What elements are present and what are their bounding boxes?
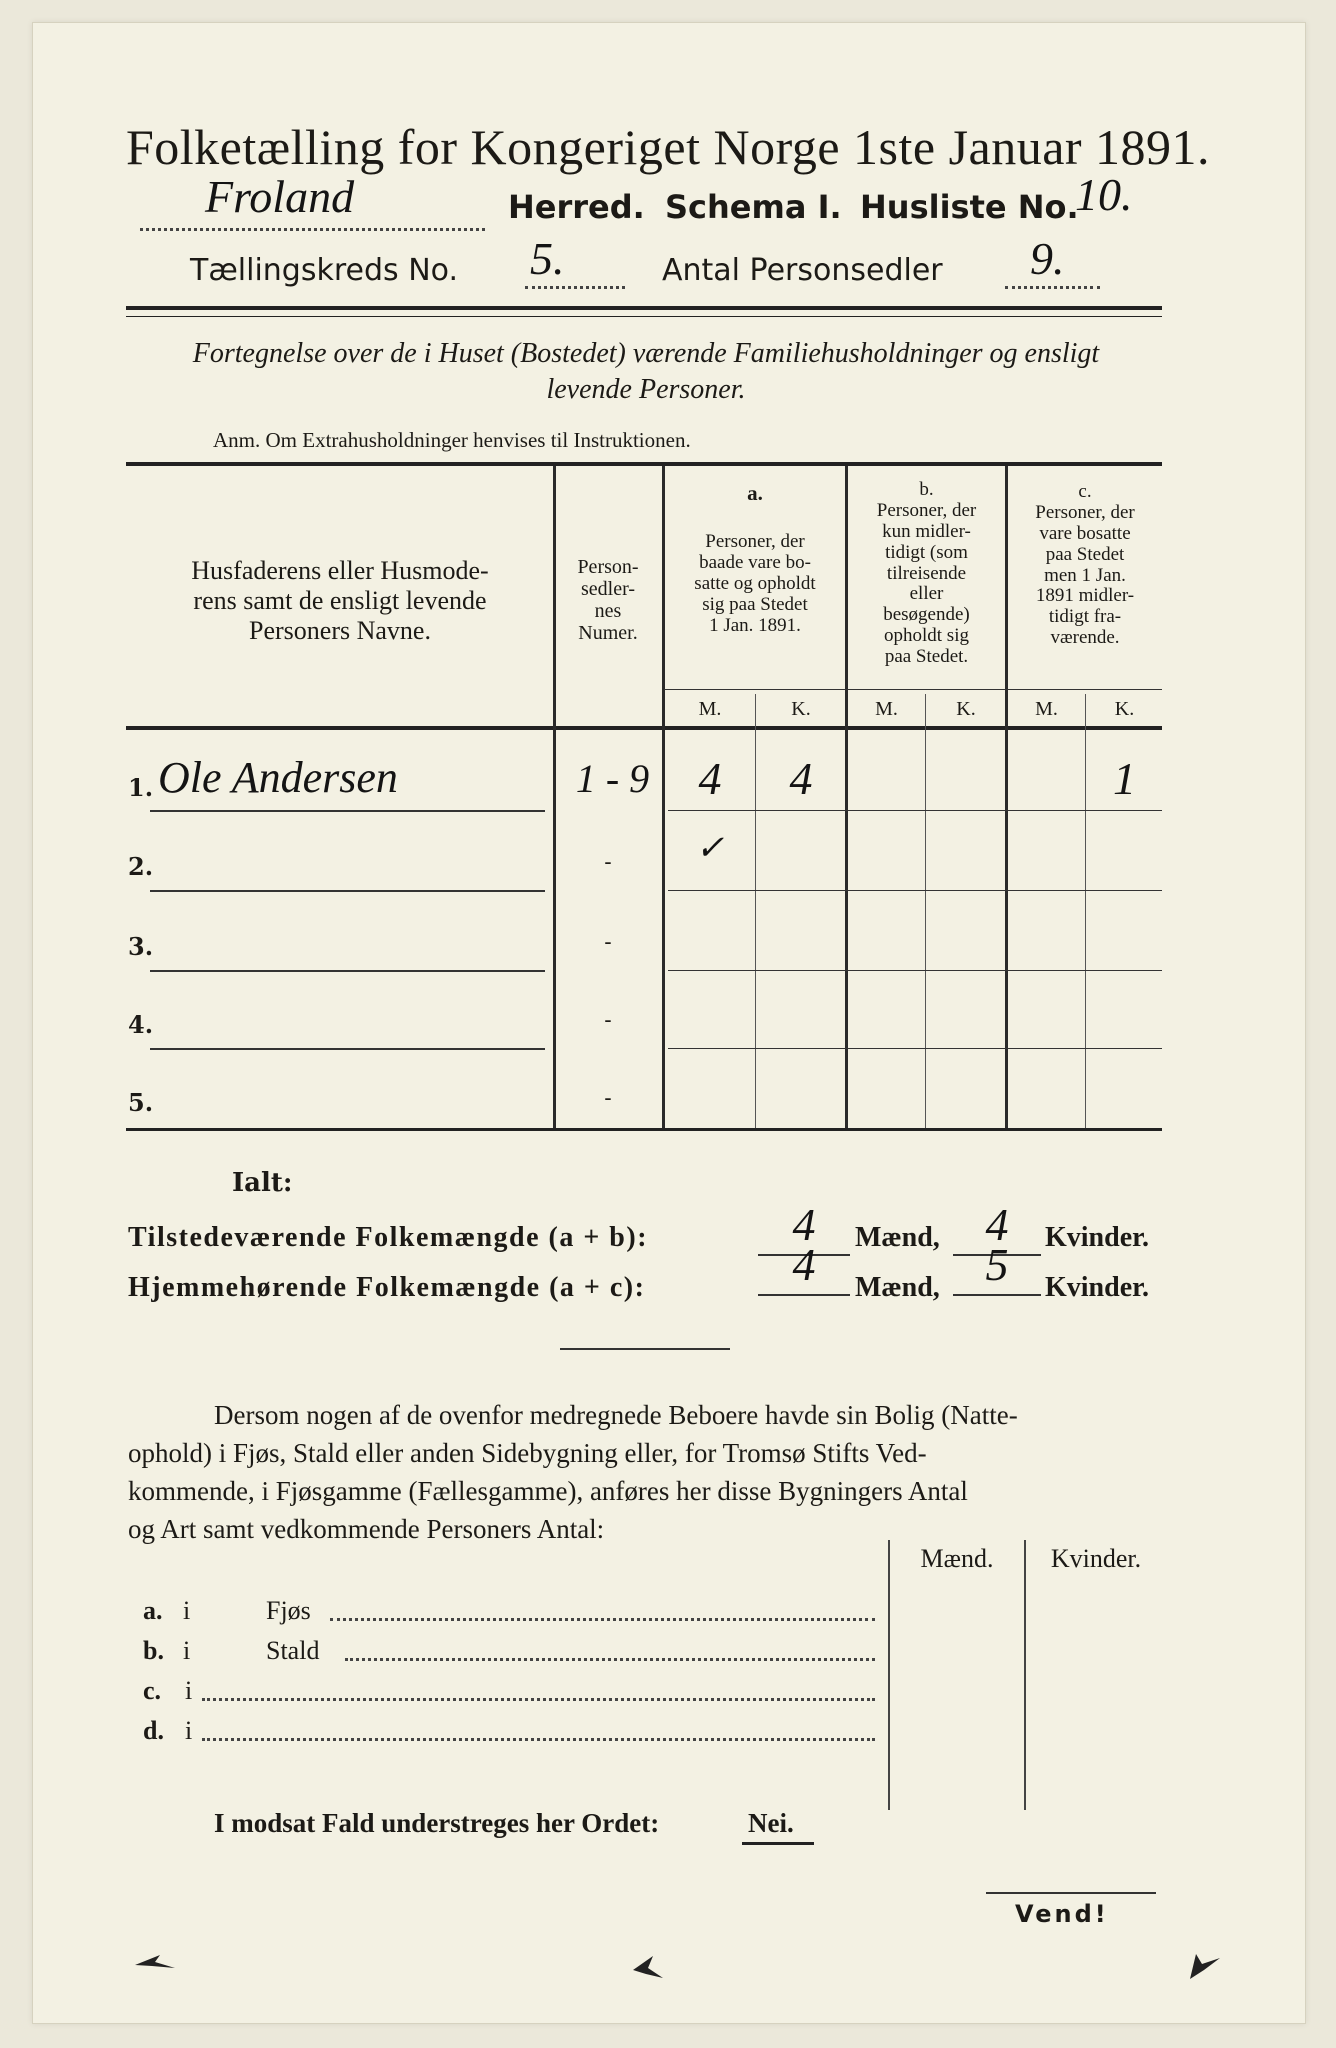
- header-a-line: sig paa Stedet: [702, 593, 808, 615]
- kreds-label: Tællingskreds No.: [190, 253, 458, 288]
- row-number: 4.: [128, 1010, 154, 1039]
- header-b-letter: b.: [919, 479, 934, 500]
- para-line: Dersom nogen af de ovenfor medregnede Beboere havde sin Bolig (Natte-: [214, 1400, 1018, 1430]
- header-a-m: M.: [698, 698, 722, 720]
- header-num-line: Numer.: [578, 622, 638, 644]
- header-a-line: 1 Jan. 1891.: [709, 614, 801, 636]
- row-personsedler: -: [604, 1008, 612, 1033]
- row-number: 2.: [128, 852, 154, 881]
- header-c-line: vare bosatte: [1039, 522, 1131, 544]
- row-rule: [668, 810, 1162, 811]
- husliste-value: 10.: [1075, 169, 1133, 220]
- item-letter: d.: [143, 1716, 164, 1745]
- header-b-line: kun midler-: [882, 520, 971, 542]
- header-c-letter: c.: [1078, 481, 1092, 502]
- header-a-letter: a.: [747, 481, 763, 505]
- kvinder-col-divider: [1024, 1540, 1026, 1810]
- row-rule: [150, 810, 545, 812]
- header-b-line: tidigt (som: [885, 541, 968, 563]
- mk-subheader-rule: [664, 689, 1162, 690]
- intro-line2: levende Personer.: [546, 374, 746, 405]
- hjemme-kvinder: 5: [985, 1239, 1009, 1290]
- separator-rule: [560, 1348, 730, 1350]
- col-divider-b-mk: [925, 694, 926, 1128]
- hjemme-maend-label: Mænd,: [855, 1272, 940, 1303]
- header-c-line: værende.: [1050, 627, 1120, 649]
- modsat-text: I modsat Fald understreges her Ordet:: [214, 1808, 660, 1838]
- herred-value: Froland: [205, 171, 355, 222]
- row-personsedler: 1 - 9: [575, 756, 650, 801]
- header-num-line: nes: [594, 600, 622, 622]
- para-line: og Art samt vedkommende Personers Antal:: [128, 1514, 605, 1544]
- header-rule-thin: [126, 316, 1162, 317]
- nei-word: Nei.: [748, 1808, 794, 1838]
- header-names: [130, 556, 550, 646]
- maend-col-header: Mænd.: [920, 1544, 994, 1573]
- row-rule: [668, 1048, 1162, 1049]
- item-i: i: [183, 1596, 191, 1625]
- hjemme-label: Hjemmehørende Folkemængde (a + c):: [128, 1272, 646, 1303]
- schema-label: Schema I.: [665, 188, 842, 226]
- tilstede-maend-label: Mænd,: [855, 1222, 940, 1253]
- row-name: Ole Andersen: [158, 753, 398, 802]
- intro-line1: Fortegnelse over de i Huset (Bostedet) værende Familiehusholdninger og ensligt: [192, 338, 1100, 369]
- header-b-line: eller: [909, 583, 944, 605]
- header-c-line: paa Stedet: [1045, 543, 1125, 565]
- header-b-line: paa Stedet.: [884, 646, 969, 668]
- hjemme-maend: 4: [792, 1239, 816, 1290]
- cell-a-k: 4: [789, 753, 813, 804]
- header-names-line: rens samt de ensligt levende: [193, 585, 487, 615]
- item-label: Fjøs: [266, 1596, 311, 1625]
- herred-label: Herred.: [508, 188, 645, 226]
- col-divider-c-mk: [1085, 694, 1086, 1128]
- header-a-line: satte og opholdt: [694, 572, 816, 594]
- tilstede-maend: 4: [792, 1199, 816, 1250]
- antal-label: Antal Personsedler: [662, 253, 943, 288]
- row-number: 1.: [128, 773, 154, 802]
- table-bottom-rule: [126, 1128, 1162, 1131]
- item-letter: c.: [143, 1676, 162, 1705]
- header-num-line: sedler-: [580, 578, 635, 600]
- header-c-line: 1891 midler-: [1035, 585, 1135, 607]
- row-number: 3.: [128, 932, 154, 961]
- header-c-m: M.: [1035, 698, 1058, 720]
- header-a-k: K.: [791, 698, 811, 720]
- item-letter: a.: [143, 1596, 163, 1625]
- item-i: i: [185, 1676, 193, 1705]
- header-c-line: men 1 Jan.: [1044, 564, 1126, 586]
- header-b-m: M.: [875, 698, 898, 720]
- nei-underline: [742, 1842, 814, 1845]
- registration-mark-right: [1182, 1944, 1226, 1984]
- header-c-k: K.: [1114, 698, 1135, 720]
- cell-a-m-check: ✓: [695, 830, 725, 867]
- row-number: 5.: [128, 1088, 154, 1117]
- para-line: ophold) i Fjøs, Stald eller anden Sidebygning eller, for Tromsø Stifts Ved-: [128, 1438, 927, 1468]
- cell-c-k: 1: [1113, 753, 1136, 804]
- antal-value: 9.: [1030, 233, 1065, 284]
- header-rule: [126, 306, 1162, 310]
- census-form-sheet: [32, 22, 1306, 2024]
- header-c: [1008, 482, 1162, 649]
- item-dotted-line: [345, 1656, 875, 1661]
- item-i: i: [185, 1716, 193, 1745]
- header-names-line: Personers Navne.: [249, 615, 431, 645]
- tilstede-label: Tilstedeværende Folkemængde (a + b):: [128, 1222, 649, 1253]
- row-rule: [150, 970, 545, 972]
- row-rule: [668, 890, 1162, 891]
- header-c-line: Personer, der: [1035, 501, 1135, 523]
- row-rule: [668, 970, 1162, 971]
- tilstede-kvinder-label: Kvinder.: [1045, 1222, 1149, 1253]
- row-rule: [150, 890, 545, 892]
- header-personsedler: [556, 556, 660, 644]
- header-c-line: tidigt fra-: [1048, 606, 1122, 628]
- header-b-line: Personer, der: [876, 499, 977, 521]
- header-a: [665, 532, 845, 636]
- anm-note: Anm. Om Extrahusholdninger henvises til Instruktionen.: [213, 428, 691, 452]
- kreds-value: 5.: [530, 233, 565, 284]
- tilstede-kvinder: 4: [985, 1199, 1009, 1250]
- hjemme-maend-line: [758, 1294, 850, 1296]
- header-b-line: opholdt sig: [884, 625, 969, 647]
- kvinder-col-header: Kvinder.: [1050, 1544, 1142, 1573]
- registration-mark-center: [628, 1948, 668, 1984]
- header-b: [848, 480, 1005, 668]
- item-dotted-line: [202, 1736, 875, 1741]
- vend-label: Vend!: [1015, 1900, 1109, 1928]
- header-num-line: Person-: [577, 556, 639, 578]
- ialt-label: Ialt:: [232, 1168, 293, 1198]
- form-title: Folketælling for Kongeriget Norge 1ste Januar 1891.: [125, 119, 1211, 175]
- header-a-line: baade vare bo-: [699, 551, 811, 573]
- header-b-line: besøgende): [883, 604, 970, 626]
- hjemme-kvinder-label: Kvinder.: [1045, 1272, 1149, 1303]
- registration-mark-left: [130, 1940, 180, 1980]
- header-b-line: tilreisende: [886, 562, 967, 584]
- header-b-k: K.: [956, 698, 976, 720]
- header-names-line: Husfaderens eller Husmode-: [191, 556, 489, 585]
- item-letter: b.: [143, 1636, 164, 1665]
- hjemme-kvinder-line: [953, 1294, 1041, 1296]
- item-dotted-line: [202, 1696, 875, 1701]
- item-label: Stald: [266, 1636, 320, 1665]
- row-rule: [150, 1048, 545, 1050]
- row-personsedler: -: [604, 930, 612, 955]
- col-divider-a-mk: [755, 694, 756, 1128]
- maend-col-divider: [888, 1540, 890, 1810]
- cell-a-m: 4: [698, 753, 722, 804]
- item-dotted-line: [330, 1616, 875, 1621]
- husliste-label: Husliste No.: [860, 188, 1079, 226]
- vend-rule: [986, 1892, 1156, 1894]
- row-personsedler: -: [604, 1086, 612, 1111]
- item-i: i: [183, 1636, 191, 1665]
- header-a-line: Personer, der: [705, 531, 805, 552]
- row-personsedler: -: [604, 850, 612, 875]
- side-building-paragraph: [128, 1396, 1164, 1548]
- para-line: kommende, i Fjøsgamme (Fællesgamme), anføres her disse Bygningers Antal: [128, 1476, 968, 1506]
